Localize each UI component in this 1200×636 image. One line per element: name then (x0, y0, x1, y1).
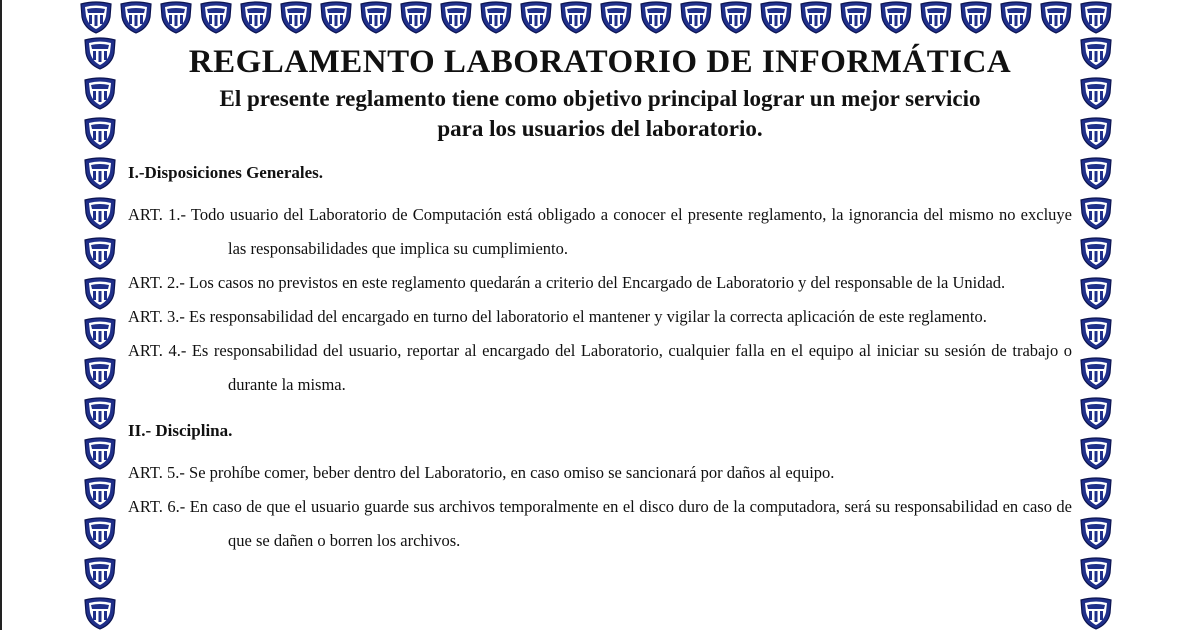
school-shield-icon (798, 0, 834, 34)
school-shield-icon (82, 556, 118, 590)
school-shield-icon (1078, 516, 1114, 550)
school-shield-icon (558, 0, 594, 34)
article-6: ART. 6.- En caso de que el usuario guarde sus archivos temporalmente en el disco duro de la computadora, será su responsabilidad en caso de que se dañen o borren los archivos. (128, 497, 1072, 550)
school-shield-icon (1078, 316, 1114, 350)
school-shield-icon (82, 316, 118, 350)
school-shield-icon (1078, 476, 1114, 510)
school-shield-icon (358, 0, 394, 34)
school-shield-icon (1078, 0, 1114, 34)
page-edge-rule (0, 0, 2, 630)
school-shield-icon (1078, 276, 1114, 310)
school-shield-icon (118, 0, 154, 34)
school-shield-icon (82, 596, 118, 630)
school-shield-icon (518, 0, 554, 34)
school-shield-icon (598, 0, 634, 34)
school-shield-icon (838, 0, 874, 34)
school-shield-icon (1078, 396, 1114, 430)
school-shield-icon (1078, 236, 1114, 270)
school-shield-icon (82, 36, 118, 70)
school-shield-icon (82, 356, 118, 390)
school-shield-icon (1078, 116, 1114, 150)
school-shield-icon (1078, 556, 1114, 590)
school-shield-icon (398, 0, 434, 34)
school-shield-icon (758, 0, 794, 34)
school-shield-icon (958, 0, 994, 34)
article-3: ART. 3.- Es responsabilidad del encargado en turno del laboratorio el mantener y vigilar la correcta aplicación de este reglamento. (128, 307, 987, 326)
school-shield-icon (438, 0, 474, 34)
school-shield-icon (318, 0, 354, 34)
school-shield-icon (1078, 196, 1114, 230)
school-shield-icon (238, 0, 274, 34)
school-shield-icon (82, 116, 118, 150)
school-shield-icon (82, 236, 118, 270)
school-shield-icon (1078, 36, 1114, 70)
section-heading-discipline: II.- Disciplina. (128, 421, 233, 440)
school-shield-icon (1078, 76, 1114, 110)
document-page (128, 38, 1072, 558)
school-shield-icon (718, 0, 754, 34)
school-shield-icon (1038, 0, 1074, 34)
school-shield-icon (82, 196, 118, 230)
school-shield-icon (638, 0, 674, 34)
article-1: ART. 1.- Todo usuario del Laboratorio de Computación está obligado a conocer el presente reglamento, la ignorancia del mismo no excluye las responsabilidades que implica su cumplimiento. (128, 205, 1072, 258)
school-shield-icon (1078, 156, 1114, 190)
school-shield-icon (918, 0, 954, 34)
article-4: ART. 4.- Es responsabilidad del usuario, reportar al encargado del Laboratorio, cualquier falla en el equipo al iniciar su sesión de trabajo o durante la misma. (128, 341, 1072, 394)
article-2: ART. 2.- Los casos no previstos en este reglamento quedarán a criterio del Encargado de Laboratorio y del responsable de la Unidad. (128, 273, 1006, 292)
school-shield-icon (1078, 436, 1114, 470)
school-shield-icon (82, 436, 118, 470)
school-shield-icon (878, 0, 914, 34)
school-shield-icon (998, 0, 1034, 34)
document-subtitle (128, 84, 1072, 144)
subtitle-line-1: El presente reglamento tiene como objetivo principal lograr un mejor servicio (219, 86, 981, 111)
school-shield-icon (678, 0, 714, 34)
school-shield-icon (478, 0, 514, 34)
school-shield-icon (198, 0, 234, 34)
school-shield-icon (158, 0, 194, 34)
document-title: REGLAMENTO LABORATORIO DE INFORMÁTICA (188, 44, 1012, 80)
school-shield-icon (1078, 356, 1114, 390)
section-heading-general: I.-Disposiciones Generales. (128, 163, 324, 182)
school-shield-icon (82, 476, 118, 510)
decorative-border-left (82, 36, 122, 636)
school-shield-icon (82, 156, 118, 190)
article-5: ART. 5.- Se prohíbe comer, beber dentro del Laboratorio, en caso omiso se sancionará por daños al equipo. (128, 463, 835, 482)
school-shield-icon (1078, 596, 1114, 630)
decorative-border-top (78, 0, 1120, 34)
school-shield-icon (278, 0, 314, 34)
school-shield-icon (78, 0, 114, 34)
school-shield-icon (82, 76, 118, 110)
school-shield-icon (82, 276, 118, 310)
school-shield-icon (82, 516, 118, 550)
school-shield-icon (82, 396, 118, 430)
subtitle-line-2: para los usuarios del laboratorio. (437, 116, 763, 141)
decorative-border-right (1078, 36, 1118, 636)
